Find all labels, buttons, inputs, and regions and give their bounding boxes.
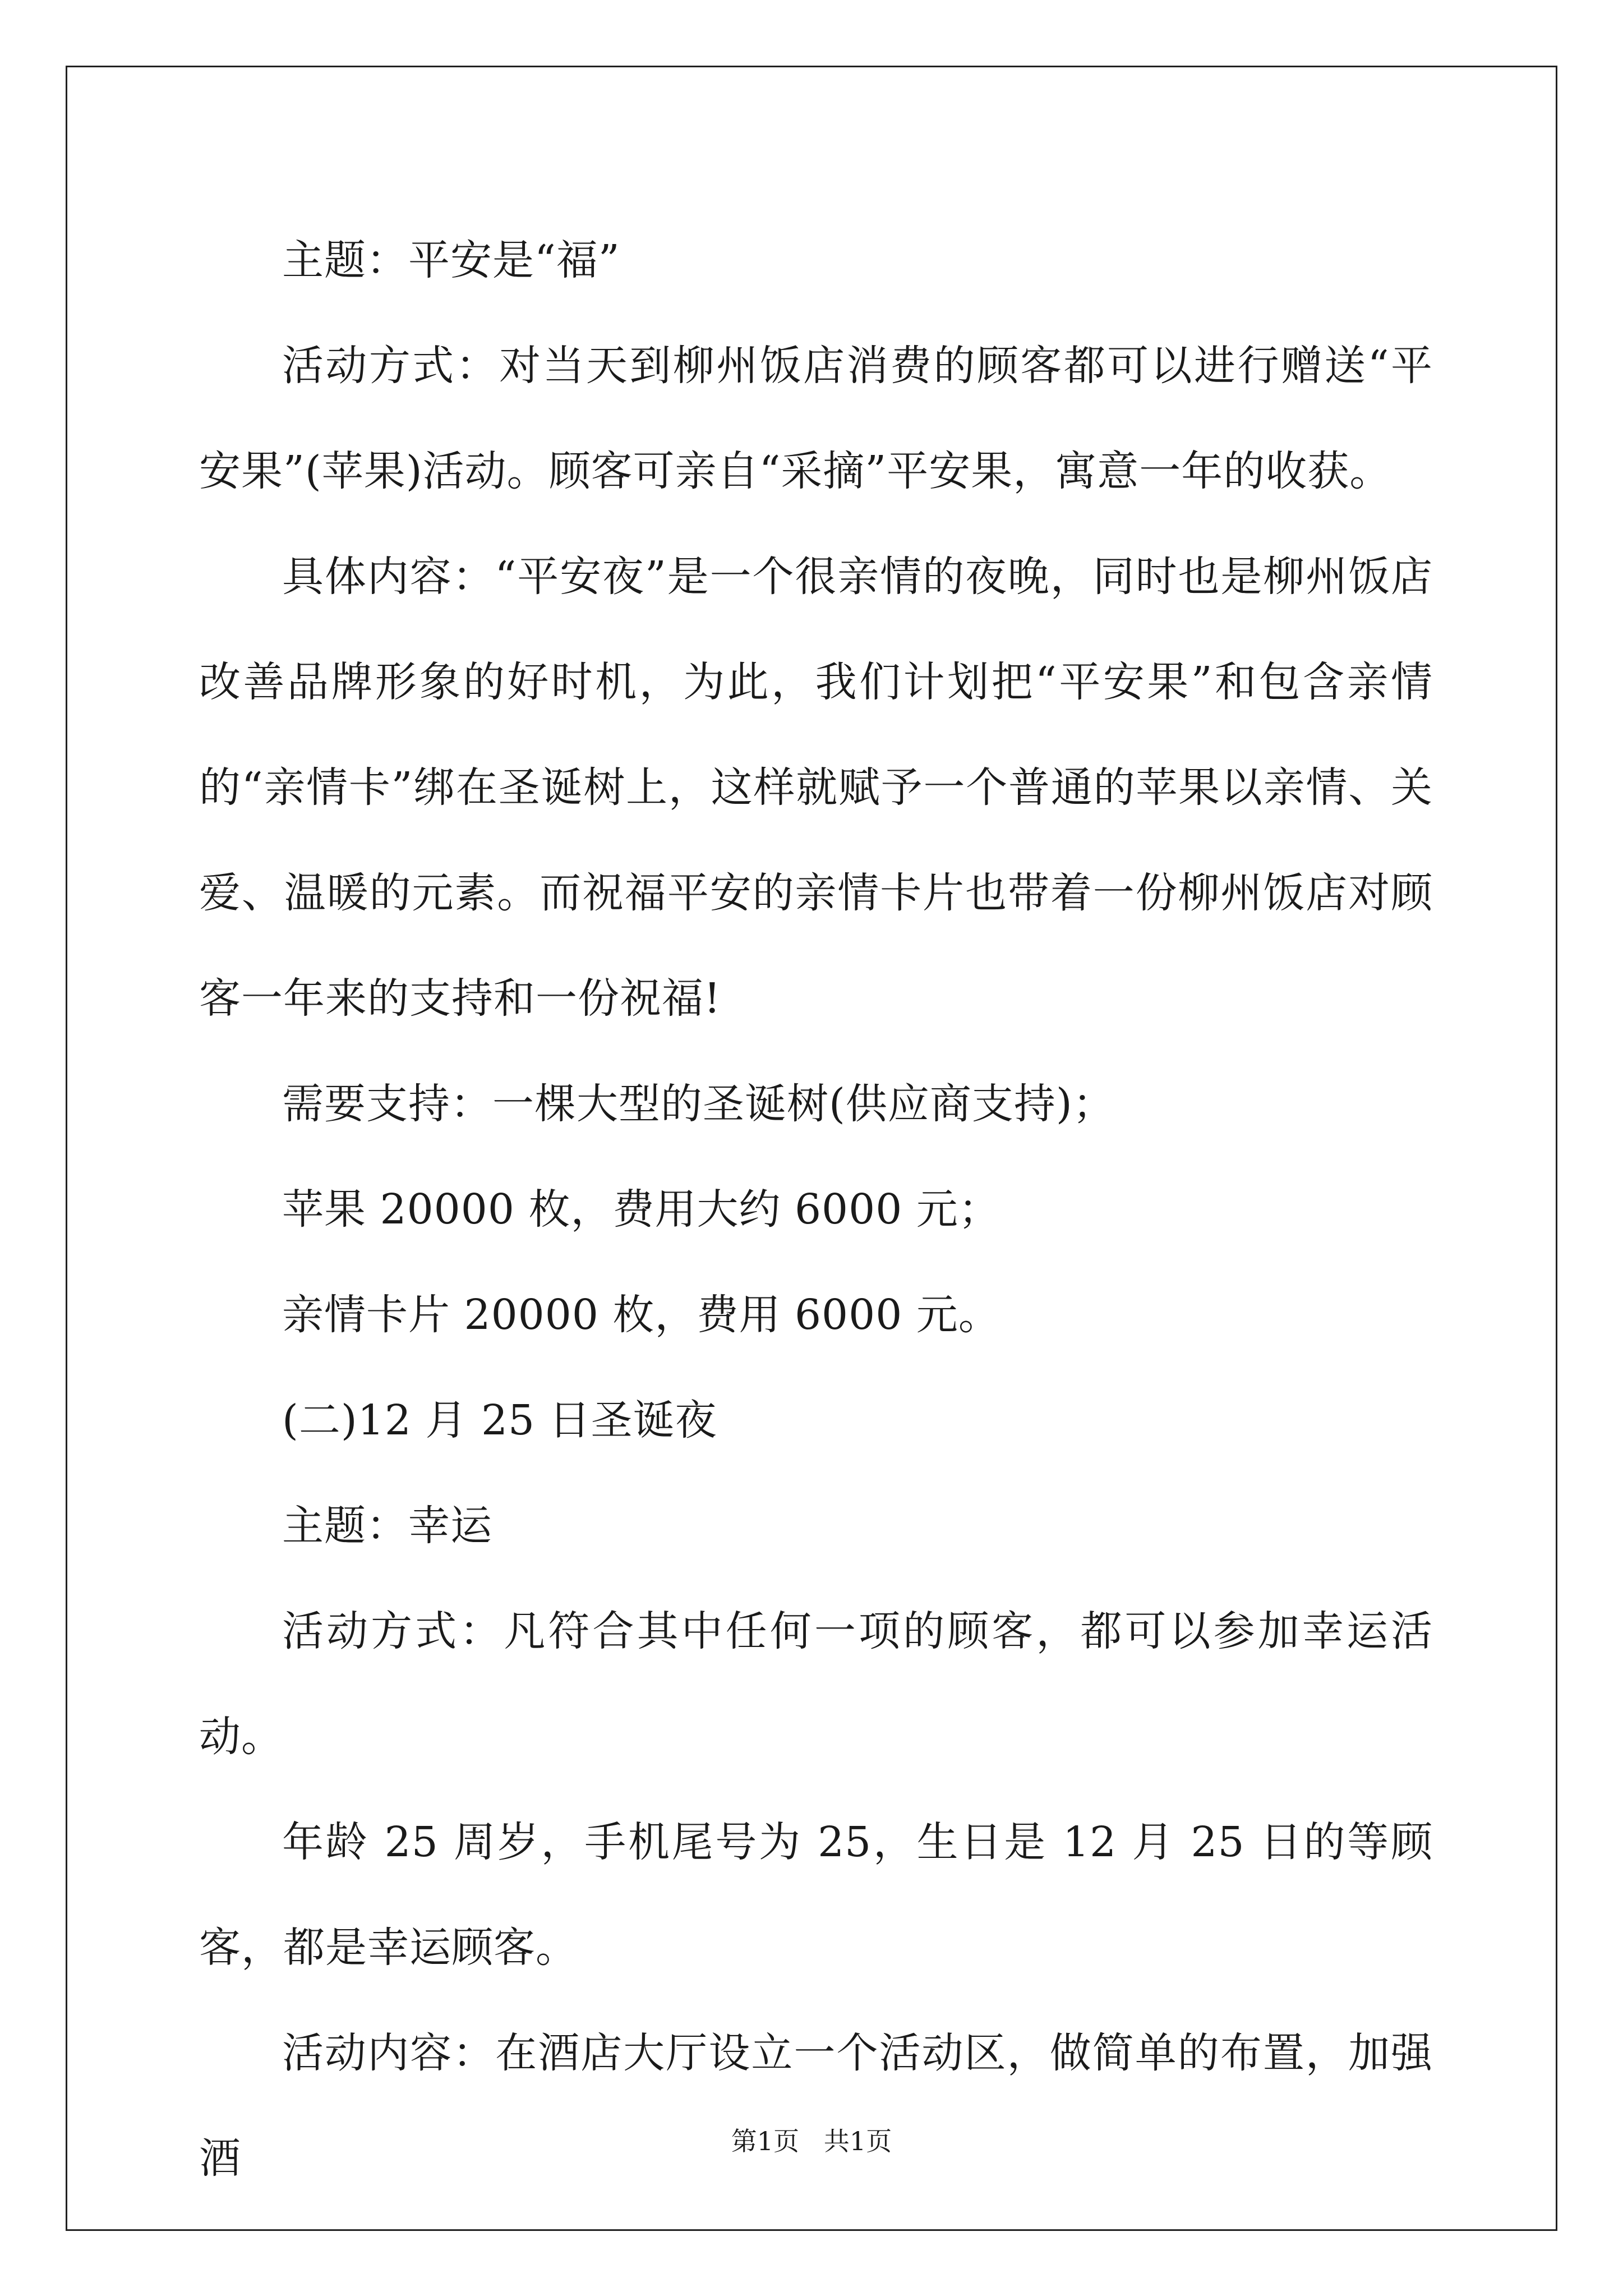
paragraph-theme-peace: 主题：平安是“福” [282, 236, 620, 284]
page-number-footer: 第1页 共1页 [731, 2126, 892, 2156]
paragraph-apples-cost: 苹果 20000 枚，费用大约 6000 元； [282, 1185, 1000, 1234]
section-heading-christmas: (二)12 月 25 日圣诞夜 [282, 1396, 717, 1444]
paragraph-activity-method: 活动方式：对当天到柳州饭店消费的顾客都可以进行赠送“平安果”(苹果)活动。顾客可亲自“采摘”平安果，寓意一年的收获。 [199, 342, 1433, 495]
document-body [199, 208, 1433, 2211]
paragraph-cards-cost: 亲情卡片 20000 枚，费用 6000 元。 [282, 1291, 1000, 1339]
paragraph-activity-content: 活动内容：在酒店大厅设立一个活动区，做简单的布置，加强酒 [199, 2029, 1433, 2183]
paragraph-specific-content: 具体内容：“平安夜”是一个很亲情的夜晚，同时也是柳州饭店改善品牌形象的好时机，为此，我们计划把“平安果”和包含亲情的“亲情卡”绑在圣诞树上，这样就赋予一个普通的苹果以亲情、关爱、温暖的元素。而祝福平安的亲情卡片也带着一份柳州饭店对顾客一年来的支持和一份祝福! [199, 553, 1433, 1023]
paragraph-lucky-method: 活动方式：凡符合其中任何一项的顾客，都可以参加幸运活动。 [199, 1607, 1433, 1761]
paragraph-lucky-criteria: 年龄 25 周岁，手机尾号为 25，生日是 12 月 25 日的等顾客，都是幸运顾客。 [199, 1818, 1433, 1972]
paragraph-theme-luck: 主题：幸运 [282, 1502, 492, 1550]
paragraph-support-needed: 需要支持：一棵大型的圣诞树(供应商支持)； [282, 1080, 1115, 1128]
